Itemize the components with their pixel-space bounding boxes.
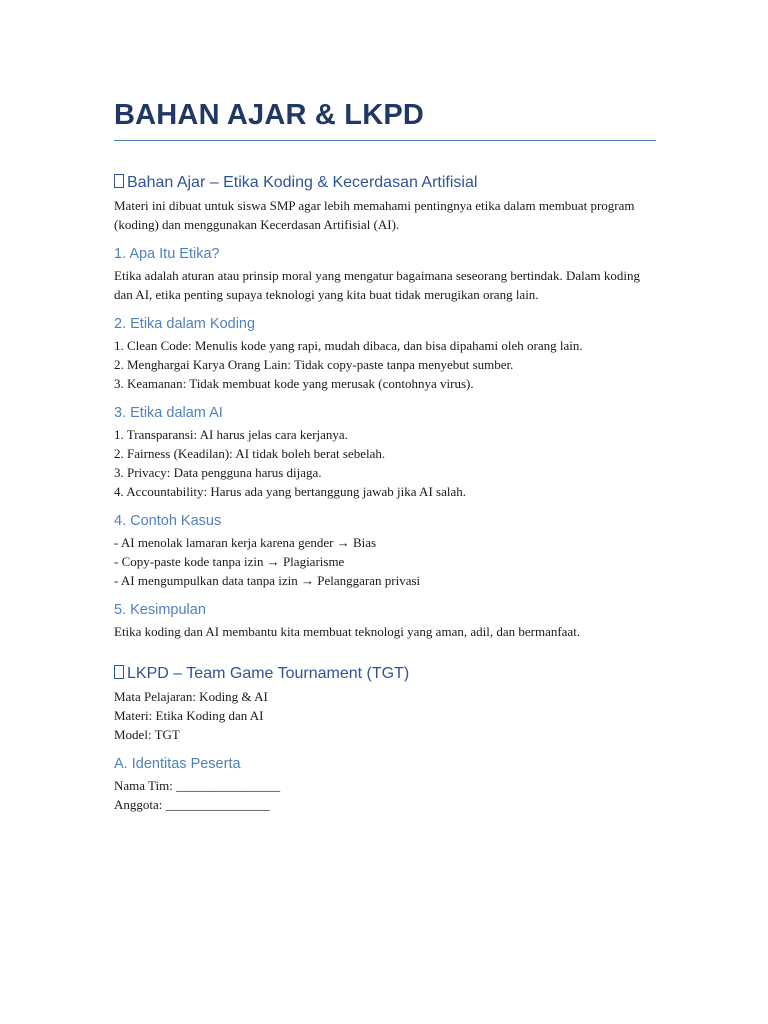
section-heading-kesimpulan: 5. Kesimpulan (114, 602, 206, 618)
info-line: Model: TGT (114, 727, 180, 742)
anggota-line: Anggota: ________________ (114, 797, 270, 812)
list-item: 4. Accountability: Harus ada yang bertanggung jawab jika AI salah. (114, 484, 466, 499)
list-item: - AI mengumpulkan data tanpa izin → Pelanggaran privasi (114, 573, 421, 588)
identitas-heading: A. Identitas Peserta (114, 756, 241, 772)
list-item: 3. Privacy: Data pengguna harus dijaga. (114, 465, 322, 480)
bahan-ajar-heading (114, 172, 656, 194)
section-heading-etika-koding: 2. Etika dalam Koding (114, 316, 256, 332)
bahan-ajar-heading-text: Bahan Ajar – Etika Koding & Kecerdasan Artifisial (127, 174, 478, 191)
list-item: 2. Fairness (Keadilan): AI tidak boleh berat sebelah. (114, 446, 386, 461)
info-line: Materi: Etika Koding dan AI (114, 708, 264, 723)
lkpd-heading-text: LKPD – Team Game Tournament (TGT) (127, 665, 410, 682)
section-text: Etika koding dan AI membantu kita membuat teknologi yang aman, adil, dan bermanfaat. (114, 624, 581, 639)
section-text: Etika adalah aturan atau prinsip moral yang mengatur bagaimana seseorang bertindak. Dalam koding dan AI, etika penting supaya teknologi yang kita buat tidak merugikan orang lain. (114, 268, 640, 302)
list-item: 2. Menghargai Karya Orang Lain: Tidak copy-paste tanpa menyebut sumber. (114, 357, 514, 372)
bahan-ajar-intro: Materi ini dibuat untuk siswa SMP agar lebih memahami pentingnya etika dalam membuat program (koding) dan menggunakan Kecerdasan Artifisial (AI). (114, 198, 635, 232)
missing-glyph-icon (114, 665, 124, 679)
info-line: Mata Pelajaran: Koding & AI (114, 689, 268, 704)
list-item: - Copy-paste kode tanpa izin → Plagiarisme (114, 554, 345, 569)
section-heading-contoh-kasus: 4. Contoh Kasus (114, 513, 222, 529)
lkpd-heading (114, 663, 656, 685)
nama-tim-line: Nama Tim: ________________ (114, 778, 281, 793)
document-content (114, 96, 656, 814)
list-item: - AI menolak lamaran kerja karena gender → Bias (114, 535, 377, 550)
missing-glyph-icon (114, 174, 124, 188)
list-item: 1. Transparansi: AI harus jelas cara kerjanya. (114, 427, 348, 442)
list-item: 3. Keamanan: Tidak membuat kode yang merusak (contohnya virus). (114, 376, 474, 391)
section-heading-apa-itu-etika: 1. Apa Itu Etika? (114, 246, 220, 262)
list-item: 1. Clean Code: Menulis kode yang rapi, mudah dibaca, dan bisa dipahami oleh orang lain. (114, 338, 583, 353)
section-heading-etika-ai: 3. Etika dalam AI (114, 405, 223, 421)
document-title: BAHAN AJAR & LKPD (114, 96, 656, 141)
